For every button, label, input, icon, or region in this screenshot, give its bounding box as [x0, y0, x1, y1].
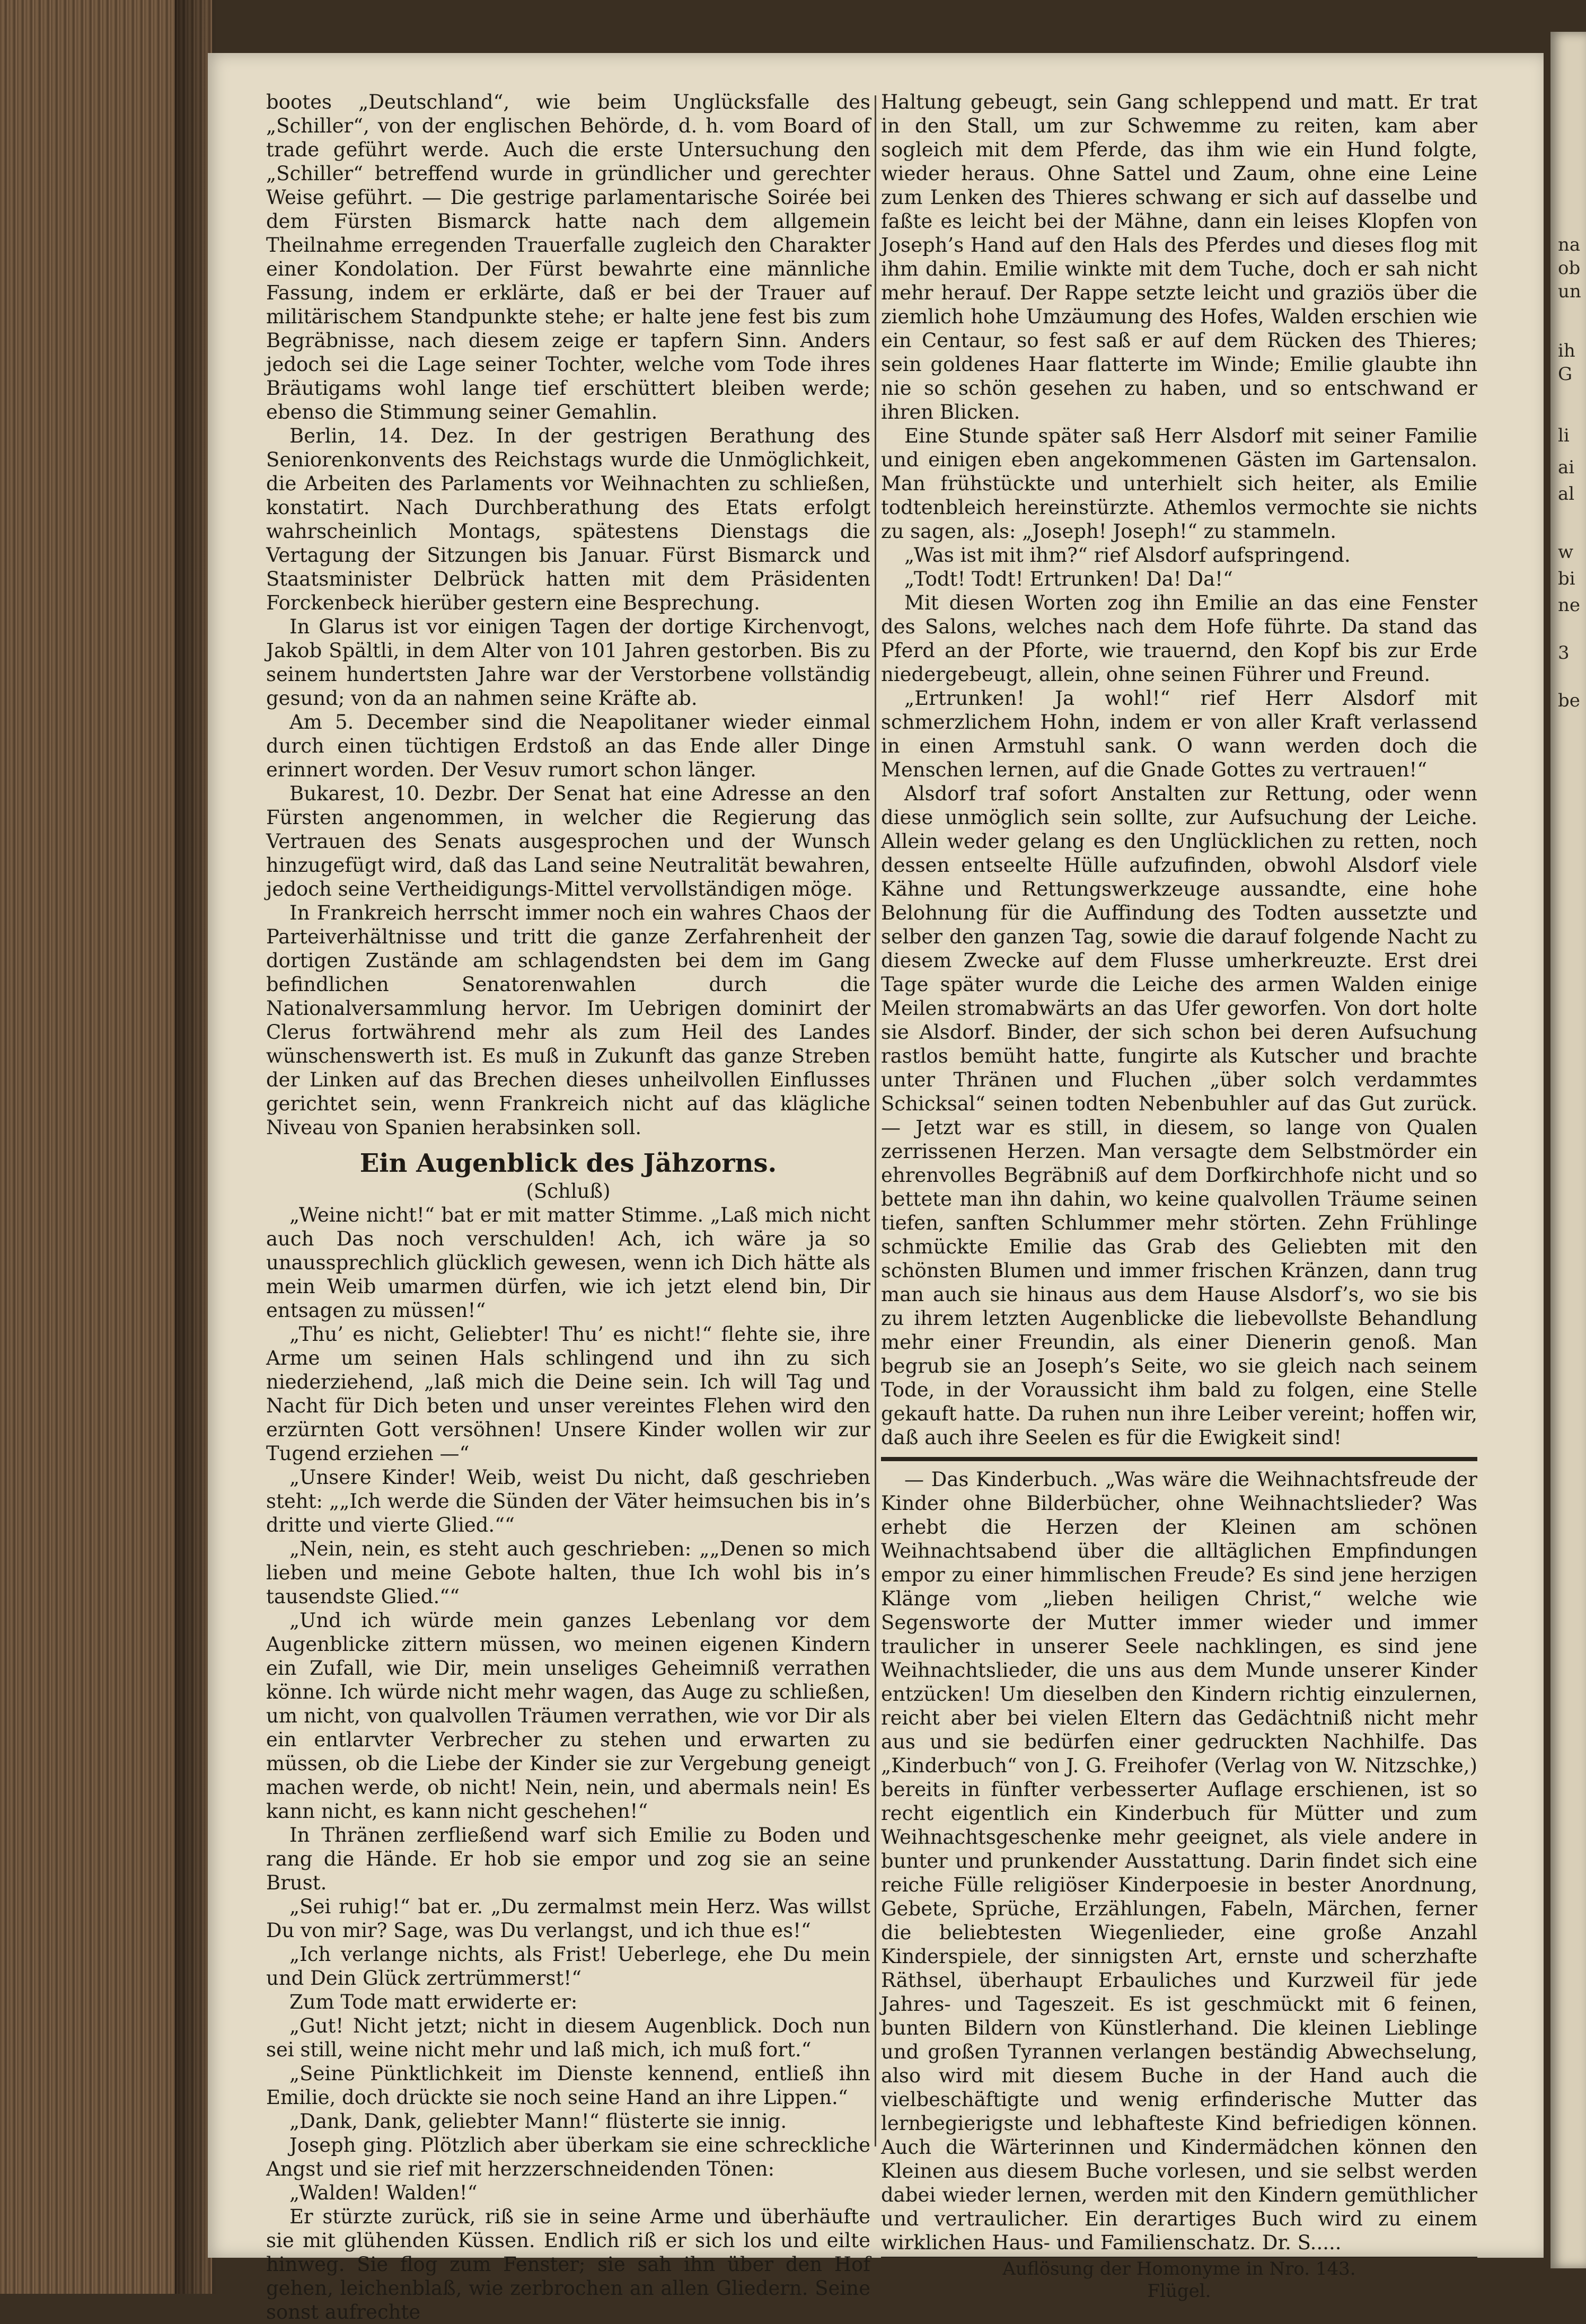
- story-subtitle: (Schluß): [526, 1180, 611, 1203]
- story-paragraph: „Gut! Nicht jetzt; nicht in diesem Augenblick. Doch nun sei still, weine nicht mehr und laß mich, ich muß fort.“: [266, 2014, 870, 2061]
- story-paragraph: Zum Tode matt erwiderte er:: [289, 1991, 578, 2013]
- next-page-fragment: bi: [1558, 568, 1575, 589]
- story-paragraph: Alsdorf traf sofort Anstalten zur Rettung, oder wenn diese unmöglich sein sollte, zur Aufsuchung der Leiche. Allein weder gelang es den Unglücklichen zu retten, noch dessen entseelte Hülle aufzufinden, obwohl Alsdorf viele Kähne und Rettungswerkzeuge aussandte, eine hohe Belohnung für die Auffindung des Todten aussetzte und selber den ganzen Tag, sowie die darauf folgende Nacht zu diesem Zwecke auf dem Flusse umherkreuzte. Erst drei Tage später wurde die Leiche des armen Walden einige Meilen stromabwärts an das Ufer geworfen. Von dort holte sie Alsdorf. Binder, der sich schon bei deren Aufsuchung rastlos bemüht hatte, fungirte als Kutscher und brachte unter Thränen und Fluchen „über solch verdammtes Schicksal“ seinen todten Nebenbuhler auf das Gut zurück. — Jetzt war es still, in diesem, so lange von Qualen zerrissenen Herzen. Man versagte dem Selbstmörder ein ehrenvolles Begräbniß auf dem Dorfkirchhofe nicht und so bettete man ihn dahin, wo keine qualvollen Träume seinen tiefen, sanften Schlummer mehr störten. Zehn Frühlinge schmückte Emilie das Grab des Geliebten mit den schönsten Blumen und immer frischen Kränzen, dann trug man auch sie hinaus aus dem Hause Alsdorf’s, wo sie bis zu ihrem letzten Augenblicke die liebevollste Behandlung mehr einer Freundin, als einer Dienerin genoß. Man begrub sie an Joseph’s Seite, wo sie gleich nach seinem Tode, in der Voraussicht ihm bald zu folgen, eine Stelle gekauft hatte. Da ruhen nun ihre Leiber vereint; hoffen wir, daß auch ihre Seelen es für die Ewigkeit sind!: [881, 782, 1477, 1449]
- next-page-fragment: ai: [1558, 457, 1575, 478]
- news-bukarest: Bukarest, 10. Dezbr. Der Senat hat eine Adresse an den Fürsten angenommen, in welcher die Regierung das Vertrauen des Senats ausgesprochen und der Wunsch hinzugefügt wird, daß das Land seine Neutralität bewahren, jedoch seine Vertheidigungs-Mittel vervollständigen möge.: [266, 782, 870, 900]
- left-column: [266, 90, 870, 2324]
- next-page-fragment: w: [1558, 542, 1574, 563]
- story-paragraph: Haltung gebeugt, sein Gang schleppend und matt. Er trat in den Stall, um zur Schwemme zu reiten, kam aber sogleich mit dem Pferde, das ihm wie ein Hund folgte, wieder heraus. Ohne Sattel und Zaum, ohne eine Leine zum Lenken des Thieres schwang er sich auf dasselbe und faßte es leicht bei der Mähne, dann ein leises Klopfen von Joseph’s Hand auf den Hals des Pferdes und dieses flog mit ihm dahin. Emilie winkte mit dem Tuche, doch er sah nicht mehr herauf. Der Rappe setzte leicht und graziös über die ziemlich hohe Umzäumung des Hofes, Walden erschien wie ein Centaur, so fest saß er auf dem Rücken des Thieres; sein goldenes Haar flatterte im Winde; Emilie glaubte ihn nie so schön gesehen zu haben, und so entschwand er ihren Blicken.: [881, 91, 1477, 423]
- right-column: [881, 90, 1477, 2302]
- news-bismarck: bootes „Deutschland“, wie beim Unglücksfalle des „Schiller“, von der englischen Behörde, d. h. vom Board of trade geführt werde. Auch die erste Untersuchung den „Schiller“ betreffend wurde in gründlicher und gerechter Weise geführt. — Die gestrige parlamentarische Soirée bei dem Fürsten Bismarck hatte nach dem allgemein Theilnahme erregenden Trauerfalle zugleich den Charakter einer Kondolation. Der Fürst bewahrte eine männliche Fassung, indem er erklärte, daß er bei der Trauer auf militärischem Standpunkte stehe; er halte jene fest bis zum Begräbnisse, nach diesem zeige er tapfern Sinn. Anders jedoch sei die Lage seiner Tochter, welche vom Tode ihres Bräutigams wohl lange tief erschüttert bleiben werde; ebenso die Stimmung seiner Gemahlin.: [266, 91, 870, 423]
- next-page-fragment: un: [1558, 281, 1581, 302]
- story-paragraph: „Was ist mit ihm?“ rief Alsdorf aufspringend.: [904, 544, 1351, 567]
- news-neapel: Am 5. December sind die Neapolitaner wieder einmal durch einen tüchtigen Erdstoß an das Ende aller Dinge erinnert worden. Der Vesuv rumort schon länger.: [266, 711, 870, 781]
- next-page-edge: [1550, 32, 1586, 2268]
- story-paragraph: „Thu’ es nicht, Geliebter! Thu’ es nicht!“ flehte sie, ihre Arme um seinen Hals schlingend und ihn zu sich niederziehend, „laß mich die Deine sein. Ich will Tag und Nacht für Dich beten und unser vereintes Flehen wird den erzürnten Gott versöhnen! Unsere Kinder wollen wir zur Tugend erziehen —“: [266, 1323, 870, 1465]
- news-frankreich: In Frankreich herrscht immer noch ein wahres Chaos der Parteiverhältnisse und tritt die ganze Zerfahrenheit der dortigen Zustände am schlagendsten bei dem im Gang befindlichen Senatorenwahlen durch die Nationalversammlung hervor. Im Uebrigen dominirt der Clerus fortwährend mehr als zum Heil des Landes wünschenswerth ist. Es muß in Zukunft das ganze Streben der Linken auf das Brechen dieses unheilvollen Einflusses gerichtet sein, wenn Frankreich nicht auf das klägliche Niveau von Spanien herabsinken soll.: [266, 902, 870, 1139]
- newspaper-page: [208, 53, 1544, 2323]
- story-paragraph: „Ertrunken! Ja wohl!“ rief Herr Alsdorf mit schmerzlichem Hohn, indem er von aller Kraft verlassend in einen Armstuhl sank. O wann werden doch die Menschen lernen, auf die Gnade Gottes zu vertrauen!“: [881, 687, 1477, 781]
- story-paragraph: „Nein, nein, es steht auch geschrieben: „„Denen so mich lieben und meine Gebote halten, thue Ich wohl bis in’s tausendste Glied.““: [266, 1537, 870, 1608]
- next-page-fragment: na: [1558, 234, 1581, 255]
- next-page-fragment: ob: [1558, 258, 1581, 279]
- homonym-solution-label: Auflösung der Homonyme in Nro. 143.: [1002, 2258, 1356, 2279]
- story-paragraph: „Sei ruhig!“ bat er. „Du zermalmst mein Herz. Was willst Du von mir? Sage, was Du verlangst, und ich thue es!“: [266, 1895, 870, 1942]
- next-page-fragment: ih: [1558, 340, 1575, 361]
- column-divider: [875, 95, 876, 2146]
- next-page-fragment: be: [1558, 690, 1580, 711]
- story-paragraph: „Walden! Walden!“: [289, 2181, 478, 2204]
- story-paragraph: „Unsere Kinder! Weib, weist Du nicht, daß geschrieben steht: „„Ich werde die Sünden der Väter heimsuchen bis in’s dritte und vierte Glied.““: [266, 1466, 870, 1536]
- story-title: Ein Augenblick des Jähzorns.: [359, 1148, 777, 1178]
- next-page-fragment: G: [1558, 364, 1573, 385]
- story-paragraph: Er stürzte zurück, riß sie in seine Arme und überhäufte sie mit glühenden Küssen. Endlich riß er sich los und eilte hinweg. Sie flog zum Fenster; sie sah ihn über den Hof gehen, leichenblaß, wie zerbrochen an allen Gliedern. Seine sonst aufrechte: [266, 2205, 870, 2323]
- story-paragraph: In Thränen zerfließend warf sich Emilie zu Boden und rang die Hände. Er hob sie empor und zog sie an seine Brust.: [266, 1824, 870, 1894]
- news-berlin: Berlin, 14. Dez. In der gestrigen Berathung des Seniorenkonvents des Reichstags wurde die Unmöglichkeit, die Arbeiten des Parlaments vor Weihnachten zu schließen, konstatirt. Nach Durchberathung des Etats erfolgt wahrscheinlich Montags, spätestens Dienstags die Vertagung der Sitzungen bis Januar. Fürst Bismarck und Staatsminister Delbrück hatten mit dem Präsidenten Forckenbeck hierüber gestern eine Besprechung.: [266, 425, 870, 614]
- story-paragraph: Mit diesen Worten zog ihn Emilie an das eine Fenster des Salons, welches nach dem Hofe führte. Da stand das Pferd an der Pforte, wie trauernd, den Kopf bis zur Erde niedergebeugt, allein, ohne seinen Führer und Freund.: [881, 591, 1477, 686]
- section-rule: [881, 1457, 1477, 1461]
- story-paragraph: „Seine Pünktlichkeit im Dienste kennend, entließ ihn Emilie, doch drückte sie noch seine Hand an ihre Lippen.“: [266, 2062, 870, 2109]
- story-paragraph: „Ich verlange nichts, als Frist! Ueberlege, ehe Du mein und Dein Glück zertrümmerst!“: [266, 1943, 870, 1990]
- story-paragraph: „Dank, Dank, geliebter Mann!“ flüsterte sie innig.: [289, 2110, 787, 2133]
- story-paragraph: „Und ich würde mein ganzes Lebenlang vor dem Augenblicke zittern müssen, wo meinen eigenen Kindern ein Zufall, wie Dir, mein unseliges Geheimniß verrathen könne. Ich würde nicht mehr wagen, das Auge zu schließen, um nicht, von qualvollen Träumen verrathen, wie vor Dir als ein entlarvter Verbrecher zu stehen und erwarten zu müssen, ob die Liebe der Kinder sie zur Vergebung geneigt machen werde, ob nicht! Nein, nein, und abermals nein! Es kann nicht, es kann nicht geschehen!“: [266, 1609, 870, 1823]
- story-paragraph: Eine Stunde später saß Herr Alsdorf mit seiner Familie und einigen eben angekommenen Gästen im Gartensalon. Man frühstückte und unterhielt sich heiter, als Emilie todtenbleich hereinstürzte. Athemlos vermochte sie nichts zu sagen, als: „Joseph! Joseph!“ zu stammeln.: [881, 425, 1477, 543]
- story-paragraph: Joseph ging. Plötzlich aber überkam sie eine schreckliche Angst und sie rief mit herzzerschneidenden Tönen:: [266, 2134, 870, 2180]
- next-page-fragment: ne: [1558, 595, 1581, 616]
- next-page-fragment: 3: [1558, 642, 1570, 664]
- next-page-fragment: li: [1558, 425, 1570, 446]
- kinderbuch-review: — Das Kinderbuch. „Was wäre die Weihnachtsfreude der Kinder ohne Bilderbücher, ohne Weihnachtslieder? Was erhebt die Herzen der Kleinen am schönen Weihnachtsabend über die alltäglichen Empfindungen empor zu einer himmlischen Freude? Es sind jene herzigen Klänge vom „lieben heiligen Christ,“ welche wie Segensworte der Mutter immer wieder und immer traulicher in unserer Seele nachklingen, es sind jene Weihnachtslieder, die uns aus dem Munde unserer Kinder entzücken! Um dieselben den Kindern richtig einzulernen, reicht aber bei vielen Eltern das Gedächtniß nicht mehr aus und sie bedürfen einer gedruckten Nachhilfe. Das „Kinderbuch“ von J. G. Freihofer (Verlag von W. Nitzschke,) bereits in fünfter verbesserter Auflage erschienen, ist so recht eigentlich ein Kinderbuch für Mütter und zum Weihnachtsgeschenke mehr geeignet, als viele andere in bunter und prunkender Ausstattung. Darin findet sich eine reiche Fülle religiöser Kinderpoesie in bester Anordnung, Gebete, Sprüche, Erzählungen, Fabeln, Märchen, ferner die beliebtesten Wiegenlieder, eine große Anzahl Kinderspiele, der sinnigsten Art, ernste und scherzhafte Räthsel, überhaupt Erbauliches und Kurzweil für jede Jahres- und Tageszeit. Es ist geschmückt mit 6 feinen, bunten Bildern von Künstlerhand. Die kleinen Lieblinge und großen Tyrannen verlangen beständig Abwechselung, also wird mit diesem Buche in der Hand auch die vielbeschäftigte und wenig erfinderische Mutter das lernbegierigste und lebhafteste Kind befriedigen können. Auch die Wärterinnen und Kindermädchen können den Kleinen aus diesem Buche vorlesen, und sie selbst werden dabei wieder lernen, werden mit den Kindern gemüthlicher und vertraulicher. Ein derartiges Buch wird zu einem wirklichen Haus- und Familienschatz. Dr. S.....: [881, 1468, 1477, 2254]
- story-paragraph: „Todt! Todt! Ertrunken! Da! Da!“: [904, 568, 1233, 590]
- homonym-solution-word: Flügel.: [1147, 2281, 1211, 2302]
- news-glarus: In Glarus ist vor einigen Tagen der dortige Kirchenvogt, Jakob Spältli, in dem Alter von 101 Jahren gestorben. Bis zu seinem hundertsten Jahre war der Verstorbene vollständig gesund; von da an nahmen seine Kräfte ab.: [266, 615, 870, 710]
- next-page-fragment: al: [1558, 483, 1575, 505]
- story-paragraph: „Weine nicht!“ bat er mit matter Stimme. „Laß mich nicht auch Das noch verschulden! Ach, ich wäre ja so unaussprechlich glücklich gewesen, wenn ich Dich hätte als mein Weib umarmen dürfen, wie ich jetzt elend bin, Dir entsagen zu müssen!“: [266, 1204, 870, 1322]
